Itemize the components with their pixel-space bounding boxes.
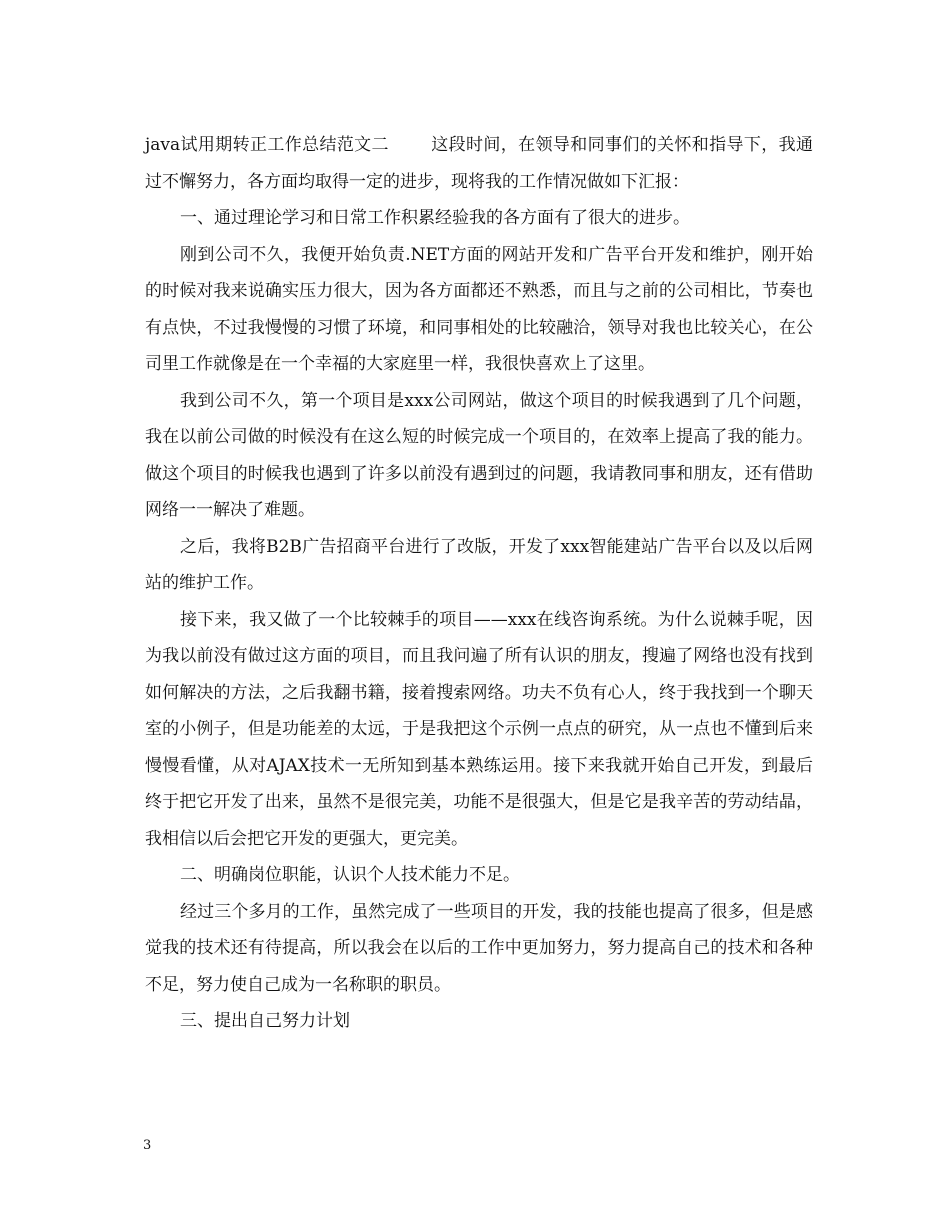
intro-paragraph xyxy=(145,127,813,200)
body-paragraph: 经过三个多月的工作，虽然完成了一些项目的开发，我的技能也提高了很多，但是感觉我的技术还有待提高，所以我会在以后的工作中更加努力，努力提高自己的技术和各种不足，努力使自己成为一名称职的职员。 xyxy=(145,901,813,995)
body-paragraph: 接下来，我又做了一个比较棘手的项目——xxx在线咨询系统。为什么说棘手呢，因为我以前没有做过这方面的项目，而且我问遍了所有认识的朋友，搜遍了网络也没有找到如何解决的方法，之后我翻书籍，接着搜索网络。功夫不负有心人，终于我找到一个聊天室的小例子，但是功能差的太远，于是我把这个示例一点点的研究，从一点也不懂到后来慢慢看懂，从对AJAX技术一无所知到基本熟练运用。接下来我就开始自己开发，到最后终于把它开发了出来，虽然不是很完美，功能不是很强大，但是它是我辛苦的劳动结晶，我相信以后会把它开发的更强大，更完美。 xyxy=(145,609,813,849)
paragraph-text: 这段时间，在领导和同事们的关怀和指导下，我通过不懈努力，各方面均取得一定的进步，现将我的工作情况做如下汇报： xyxy=(145,135,813,192)
document-title: java试用期转正工作总结范文二 xyxy=(145,135,389,155)
section-heading-3: 三、提出自己努力计划 xyxy=(180,1011,350,1031)
page-number: 3 xyxy=(143,1138,152,1153)
body-paragraph: 之后，我将B2B广告招商平台进行了改版，开发了xxx智能建站广告平台以及以后网站的维护工作。 xyxy=(145,536,813,593)
section-heading-2: 二、明确岗位职能，认识个人技术能力不足。 xyxy=(180,865,520,885)
document-body xyxy=(145,127,813,1040)
body-paragraph: 我到公司不久，第一个项目是xxx公司网站，做这个项目的时候我遇到了几个问题，我在以前公司做的时候没有在这么短的时候完成一个项目的，在效率上提高了我的能力。做这个项目的时候我也遇到了许多以前没有遇到过的问题，我请教同事和朋友，还有借助网络一一解决了难题。 xyxy=(145,390,813,520)
section-heading-1: 一、通过理论学习和日常工作积累经验我的各方面有了很大的进步。 xyxy=(180,208,690,228)
body-paragraph: 刚到公司不久，我便开始负责.NET方面的网站开发和广告平台开发和维护，刚开始的时候对我来说确实压力很大，因为各方面都还不熟悉，而且与之前的公司相比，节奏也有点快，不过我慢慢的习惯了环境，和同事相处的比较融洽，领导对我也比较关心，在公司里工作就像是在一个幸福的大家庭里一样，我很快喜欢上了这里。 xyxy=(145,244,813,374)
